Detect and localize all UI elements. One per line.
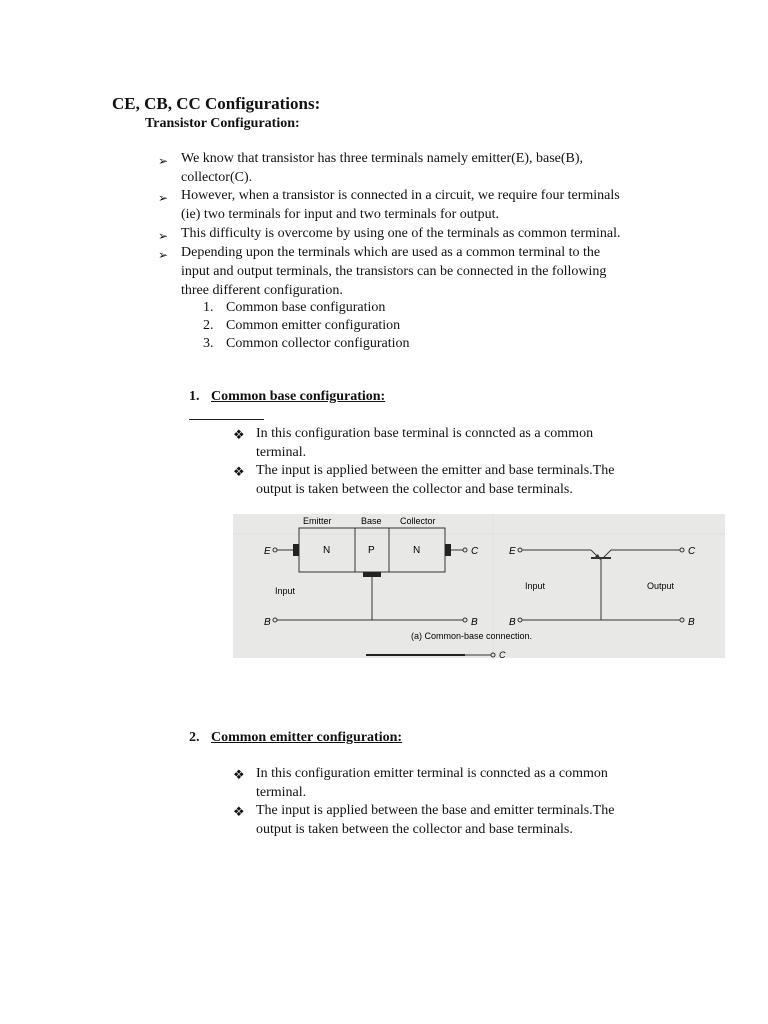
intro-bullet-line: collector(C).: [181, 170, 253, 185]
c-terminal-label-right: C: [688, 546, 696, 557]
section-heading-text: Common base configuration:: [211, 389, 386, 404]
config-list: [203, 300, 503, 360]
intro-bullet-line: input and output terminals, the transistors can be connected in the following: [181, 264, 607, 279]
intro-bullet-line: However, when a transistor is connected in a circuit, we require four terminals: [181, 188, 620, 203]
section-number: 2.: [189, 730, 200, 745]
heading-underline-rule: [189, 419, 264, 420]
page-title: CE, CB, CC Configurations:: [112, 94, 321, 113]
output-label-right: Output: [647, 581, 675, 591]
input-label-left: Input: [275, 586, 296, 596]
b-end-label: B: [471, 617, 478, 628]
section2-bullet-line: output is taken between the collector and base terminals.: [256, 822, 573, 837]
config-list-number: 3.: [203, 336, 214, 351]
intro-bullet-line: three different configuration.: [181, 283, 343, 298]
emitter-label: Emitter: [303, 516, 332, 526]
common-base-diagram: [233, 514, 725, 658]
section2-bullet-line: The input is applied between the base and emitter terminals.The: [256, 803, 615, 818]
diamond-bullet-icon: ❖: [233, 804, 245, 819]
collector-contact: [445, 544, 451, 556]
arrow-bullet-icon: ➢: [158, 191, 169, 205]
section1-bullet-line: In this configuration base terminal is conncted as a common: [256, 426, 594, 441]
base-label: Base: [361, 516, 382, 526]
arrow-bullet-icon: ➢: [158, 154, 169, 168]
emitter-contact: [293, 544, 299, 556]
config-list-number: 1.: [203, 300, 214, 315]
section-heading-common-base: [189, 389, 385, 405]
b-start-label-right: B: [509, 617, 516, 628]
b-start-label: B: [264, 617, 271, 628]
diamond-bullet-icon: ❖: [233, 767, 245, 782]
intro-bullet-line: Depending upon the terminals which are used as a common terminal to the: [181, 245, 601, 260]
intro-bullet-line: We know that transistor has three terminals namely emitter(E), base(B),: [181, 151, 584, 166]
arrow-bullet-icon: ➢: [158, 248, 169, 262]
figure-caption: (a) Common-base connection.: [411, 631, 533, 641]
intro-bullet-line: This difficulty is overcome by using one of the terminals as common terminal.: [181, 226, 621, 241]
section-number: 1.: [189, 389, 200, 404]
n2-label: N: [413, 545, 421, 556]
section1-bullets: [233, 425, 693, 505]
base-contact: [363, 572, 381, 577]
section2-bullet-line: In this configuration emitter terminal is conncted as a common: [256, 766, 608, 781]
collector-label: Collector: [400, 516, 436, 526]
diamond-bullet-icon: ❖: [233, 464, 245, 479]
e-terminal-label-right: E: [509, 546, 516, 557]
section1-bullet-line: terminal.: [256, 445, 307, 460]
section1-bullet-line: output is taken between the collector and base terminals.: [256, 482, 573, 497]
diamond-bullet-icon: ❖: [233, 427, 245, 442]
config-list-item: Common collector configuration: [226, 336, 410, 351]
arrow-bullet-icon: ➢: [158, 229, 169, 243]
config-list-item: Common base configuration: [226, 300, 386, 315]
config-list-number: 2.: [203, 318, 214, 333]
input-label-right: Input: [525, 581, 546, 591]
section2-bullets: [233, 765, 693, 845]
common-base-figure: [233, 514, 725, 658]
section-heading-text: Common emitter configuration:: [211, 730, 403, 745]
section1-bullet-line: The input is applied between the emitter and base terminals.The: [256, 463, 615, 478]
config-list-item: Common emitter configuration: [226, 318, 401, 333]
section2-bullet-line: terminal.: [256, 785, 307, 800]
intro-bullet-line: (ie) two terminals for input and two terminals for output.: [181, 207, 500, 222]
c-terminal-label: C: [471, 546, 479, 557]
c-bottom-label: C: [499, 650, 506, 658]
n1-label: N: [323, 545, 331, 556]
section-heading-common-emitter: [189, 730, 402, 746]
b-end-label-right: B: [688, 617, 695, 628]
section-subtitle: Transistor Configuration:: [145, 116, 300, 131]
e-terminal-label: E: [264, 546, 271, 557]
p-label: P: [368, 545, 375, 556]
